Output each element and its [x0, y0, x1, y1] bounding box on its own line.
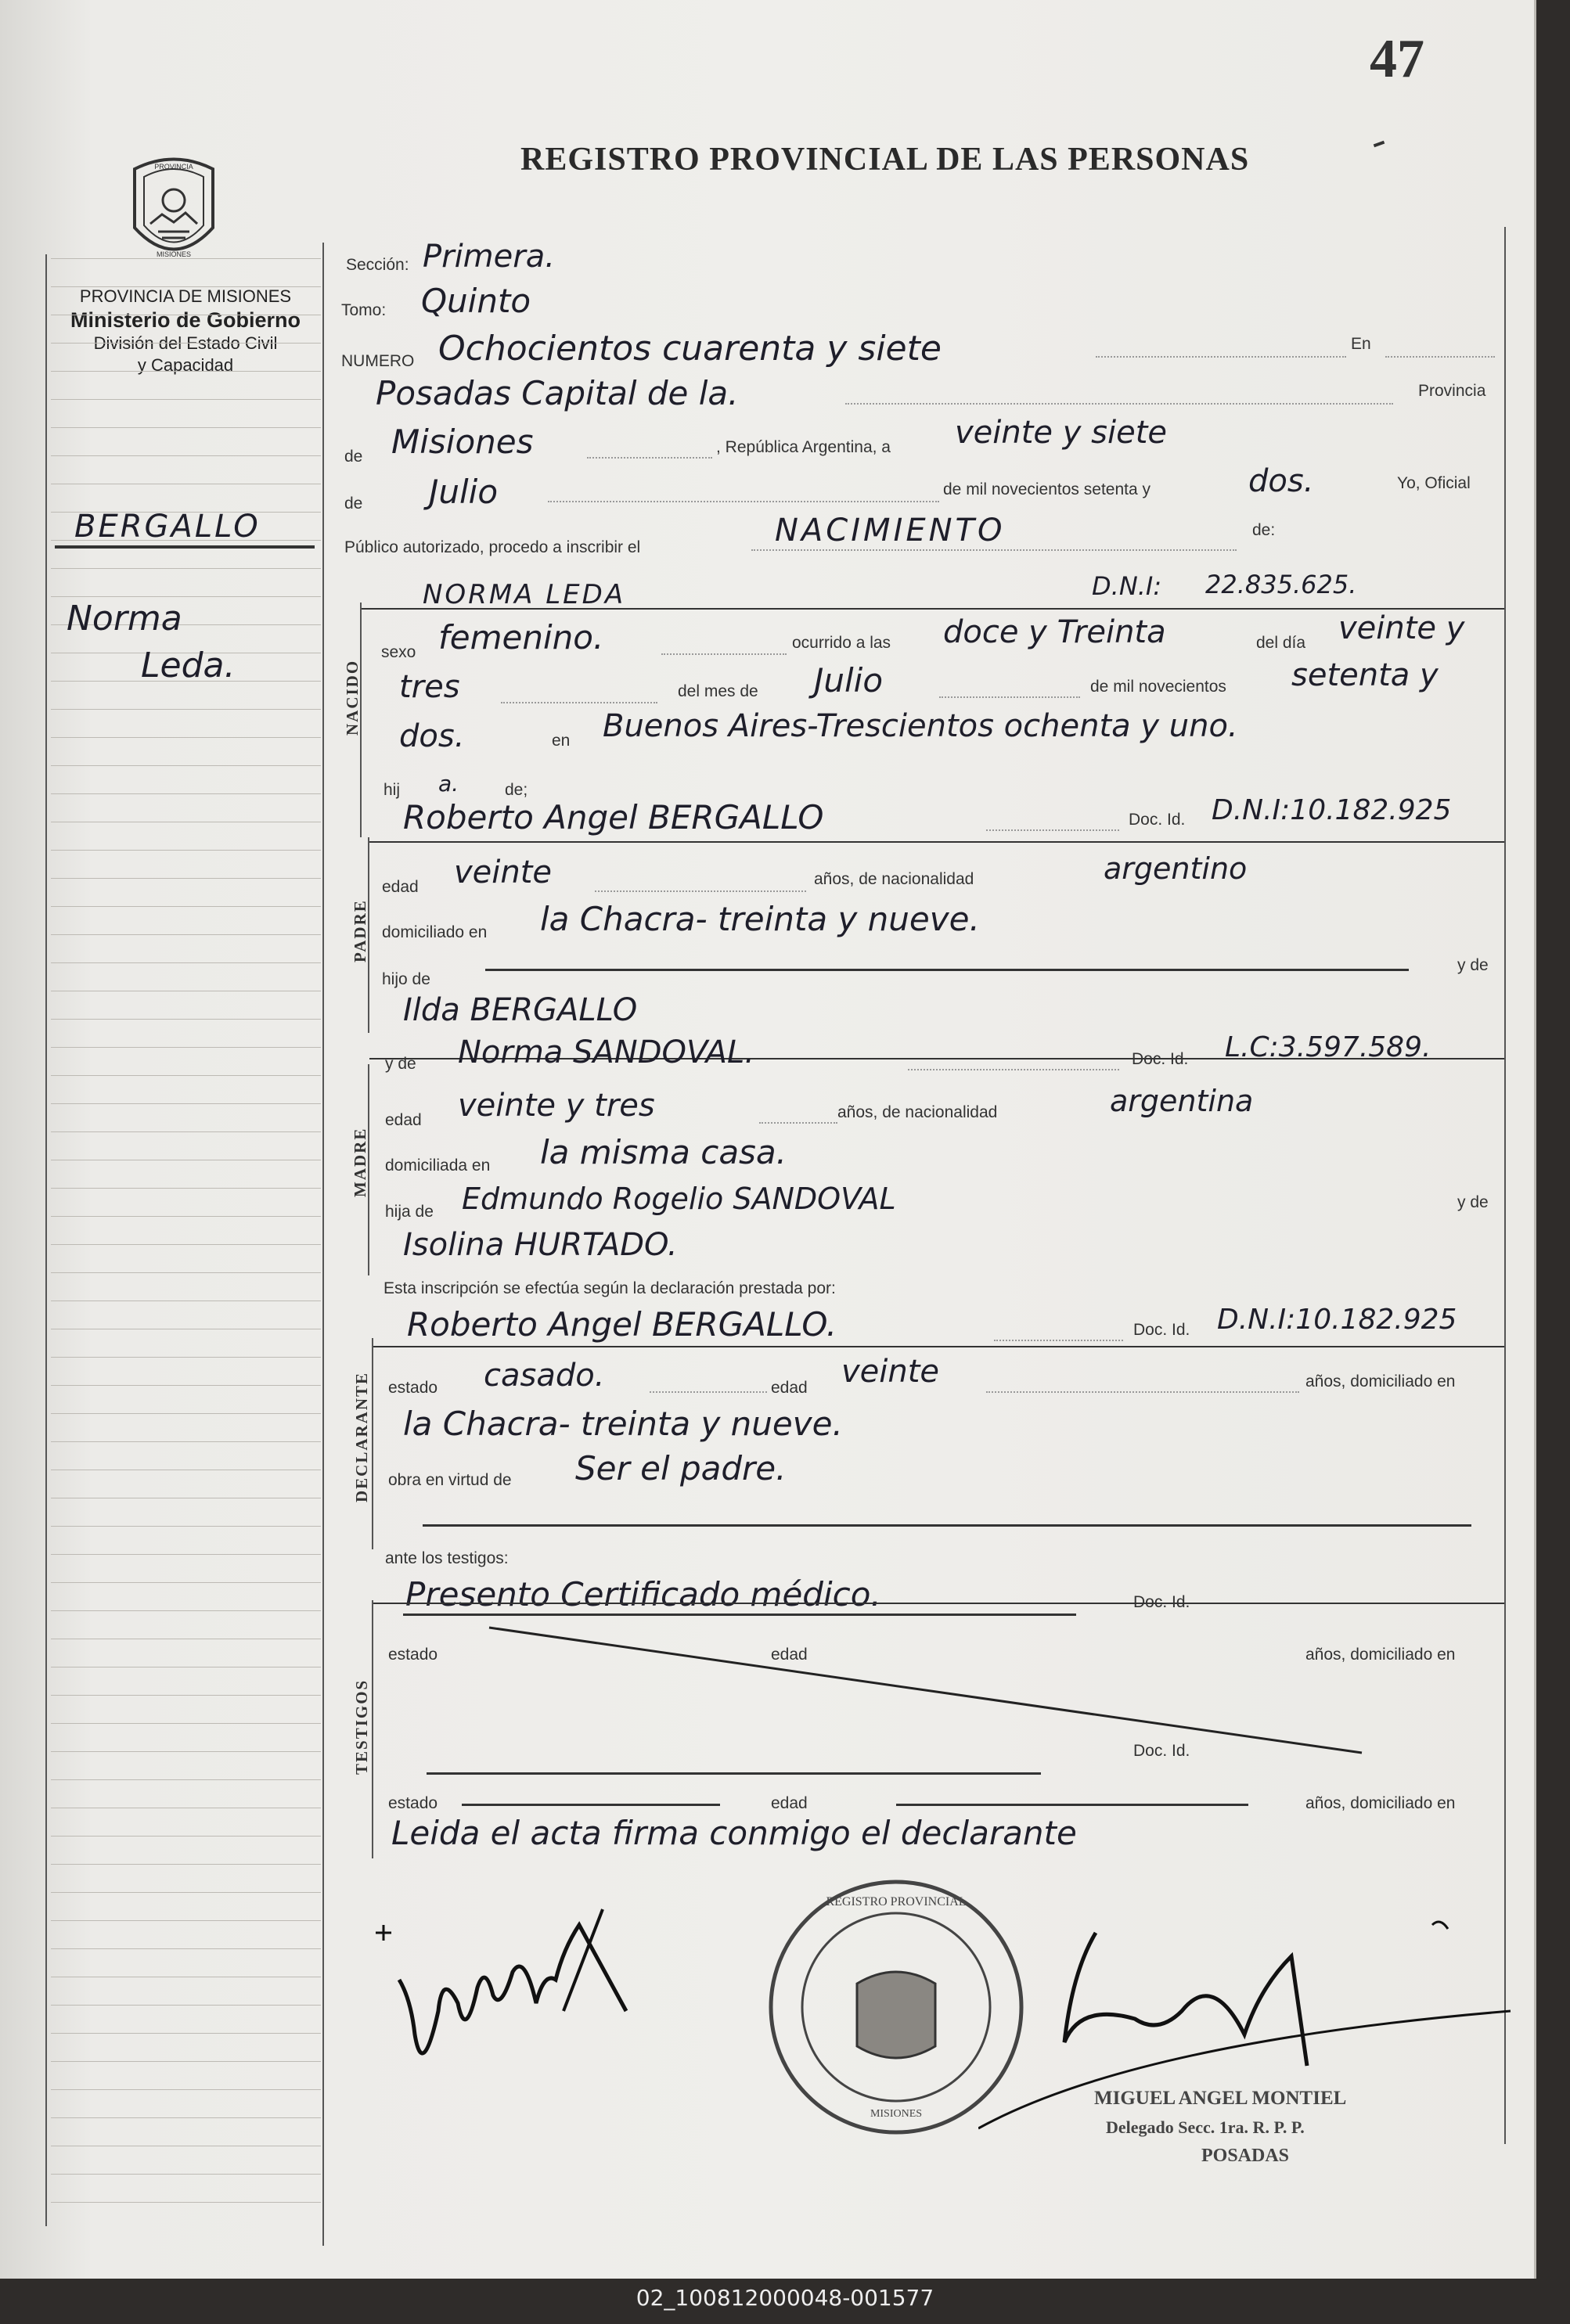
- padre-nac-label: años, de nacionalidad: [814, 870, 974, 888]
- seccion-label: Sección:: [346, 256, 409, 274]
- de-mil-novecientos-label: de mil novecientos: [1090, 678, 1226, 696]
- dotted-line: [595, 890, 806, 892]
- mes-value: Julio: [814, 661, 884, 700]
- page-number: 47: [1370, 29, 1424, 89]
- left-column-rule: [51, 568, 321, 569]
- decl-dom-value: la Chacra- treinta y nueve.: [403, 1405, 843, 1443]
- dotted-line: [986, 829, 1119, 831]
- left-column-rule: [51, 1244, 321, 1245]
- left-column-rule: [51, 1582, 321, 1583]
- svg-text:MISIONES: MISIONES: [156, 250, 192, 258]
- sexo-label: sexo: [381, 643, 416, 661]
- ante-testigos-label: ante los testigos:: [385, 1549, 509, 1567]
- ministry-label: Ministerio de Gobierno: [70, 308, 301, 332]
- left-column-rule: [51, 1385, 321, 1386]
- en-label-2: en: [552, 732, 571, 750]
- tomo-label: Tomo:: [341, 301, 387, 319]
- left-column-rule: [51, 2174, 321, 2175]
- rule: [896, 1804, 1248, 1806]
- hij-label: hij: [383, 781, 401, 799]
- left-column-rule: [51, 258, 321, 259]
- dotted-line: [548, 501, 939, 502]
- padre-edad-value: veinte: [454, 854, 553, 890]
- dotted-line: [908, 1069, 1119, 1070]
- madre-doc-label: Doc. Id.: [1132, 1050, 1189, 1068]
- decl-nombre-value: Roberto Angel BERGALLO.: [407, 1305, 837, 1344]
- left-column-rule: [51, 1836, 321, 1837]
- yo-oficial-label: Yo, Oficial: [1397, 474, 1471, 492]
- padre-edad-label: edad: [382, 878, 419, 896]
- dotted-line: [650, 1391, 767, 1393]
- official-role: Delegado Secc. 1ra. R. P. P.: [1106, 2117, 1305, 2137]
- left-column-rule: [51, 455, 321, 456]
- decl-obra-label: obra en virtud de: [388, 1471, 512, 1489]
- dotted-line: [994, 1340, 1123, 1341]
- dotted-line: [661, 653, 787, 655]
- madre-nac-value: argentina: [1110, 1084, 1254, 1118]
- madre-padre-value: Edmundo Rogelio SANDOVAL: [462, 1182, 896, 1216]
- left-column-rule: [51, 596, 321, 597]
- decl-estado-value: casado.: [484, 1358, 605, 1394]
- svg-text:PROVINCIA: PROVINCIA: [154, 163, 193, 171]
- nombre-dni-value: 22.835.625.: [1205, 570, 1357, 599]
- madre-dom-label: domiciliada en: [385, 1157, 491, 1175]
- de-label: de: [344, 448, 363, 466]
- left-column-rule: [51, 1188, 321, 1189]
- lugar-value: Posadas Capital de la.: [376, 374, 739, 412]
- padre-dom-label: domiciliado en: [382, 923, 488, 941]
- padre-nombre-value: Roberto Angel BERGALLO: [403, 798, 824, 836]
- left-column-rule: [51, 286, 321, 287]
- svg-text:REGISTRO PROVINCIAL: REGISTRO PROVINCIAL: [826, 1895, 967, 1908]
- madre-hija-de-label: hija de: [385, 1203, 434, 1221]
- dotted-line: [845, 403, 1393, 405]
- hora-value: doce y Treinta: [943, 614, 1166, 650]
- left-column-rule: [51, 2033, 321, 2034]
- padre-y-de-label: y de: [1457, 956, 1489, 974]
- provincia-value: Misiones: [391, 423, 534, 461]
- left-column-rule: [51, 399, 321, 400]
- madre-edad-value: veinte y tres: [458, 1088, 655, 1124]
- division-label-2: y Capacidad: [137, 355, 234, 375]
- nacido-section-label: NACIDO: [343, 659, 362, 736]
- republica-label: , República Argentina, a: [716, 438, 891, 456]
- tomo-value: Quinto: [421, 282, 531, 320]
- official-name: MIGUEL ANGEL MONTIEL: [1094, 2088, 1347, 2109]
- fecha-mes-value: Julio: [429, 473, 499, 511]
- padre-doc-label: Doc. Id.: [1129, 811, 1186, 829]
- left-column-rule: [51, 1695, 321, 1696]
- testigos-border: [372, 1600, 373, 1858]
- del-mes-label: del mes de: [678, 682, 758, 700]
- left-column-rule: [51, 1610, 321, 1611]
- left-column-rule: [51, 2005, 321, 2006]
- left-column-rule: [51, 1948, 321, 1949]
- esta-inscripcion-label: Esta inscripción se efectúa según la declaración prestada por:: [383, 1279, 836, 1297]
- left-column-rule: [51, 1216, 321, 1217]
- del-dia-label: del día: [1256, 634, 1306, 652]
- left-column-rule: [51, 765, 321, 766]
- padre-dom-value: la Chacra- treinta y nueve.: [540, 900, 980, 938]
- left-column-rule: [51, 1779, 321, 1780]
- left-column-rule: [51, 1751, 321, 1752]
- decl-estado-label: estado: [388, 1379, 438, 1397]
- corner-mark: [1374, 141, 1385, 148]
- nombre-value: NORMA LEDA: [423, 579, 626, 610]
- left-column-rule: [51, 737, 321, 738]
- madre-nac-label: años, de nacionalidad: [837, 1103, 998, 1121]
- declarante-border: [372, 1338, 373, 1549]
- dotted-line: [751, 549, 1237, 551]
- left-column-rule: [51, 1920, 321, 1921]
- leida-value: Leida el acta firma conmigo el declarante: [391, 1814, 1077, 1852]
- left-column-rule: [51, 427, 321, 428]
- left-column-rule: [51, 1413, 321, 1414]
- margin-surname: BERGALLO: [74, 509, 261, 545]
- testigos-section-label: TESTIGOS: [352, 1678, 371, 1775]
- testigos-cancel-line: [470, 1620, 1370, 1776]
- decl-edad-value: veinte: [841, 1354, 940, 1390]
- left-column-rule: [51, 1103, 321, 1104]
- left-column-rule: [51, 878, 321, 879]
- dotted-line: [587, 457, 712, 459]
- surname-underline: [55, 545, 315, 549]
- dotted-line: [759, 1122, 837, 1124]
- testigo1-edad-label: edad: [771, 1646, 808, 1664]
- padre-nac-value: argentino: [1104, 851, 1248, 886]
- fecha-anio-value: dos.: [1248, 463, 1314, 499]
- padre-section-label: PADRE: [351, 899, 369, 962]
- register-heading: REGISTRO PROVINCIAL DE LAS PERSONAS: [520, 142, 1250, 178]
- left-column-rule: [51, 1526, 321, 1527]
- province-label: PROVINCIA DE MISIONES: [79, 286, 292, 306]
- division-label: División del Estado Civil: [93, 333, 278, 353]
- rule: [373, 1346, 1504, 1347]
- lugar-nac-value: Buenos Aires-Trescientos ochenta y uno.: [603, 708, 1238, 744]
- nombre-dni-label: D.N.I:: [1092, 571, 1162, 601]
- madre-nombre-value: Norma SANDOVAL.: [458, 1034, 755, 1070]
- svg-text:MISIONES: MISIONES: [870, 2108, 923, 2120]
- hij-value: a.: [438, 771, 459, 797]
- rule: [462, 1804, 720, 1806]
- dotted-line: [939, 696, 1080, 698]
- margin-given-name-1: Norma: [67, 599, 182, 639]
- testigo2-edad-label: edad: [771, 1794, 808, 1812]
- madre-doc-value: L.C:3.597.589.: [1225, 1031, 1431, 1063]
- left-column-rule: [51, 1441, 321, 1442]
- dotted-line: [1385, 356, 1495, 358]
- rule: [369, 841, 1504, 843]
- decl-obra-value: Ser el padre.: [575, 1449, 787, 1488]
- madre-dom-value: la misma casa.: [540, 1133, 787, 1171]
- rule: [373, 1603, 1504, 1604]
- de-colon-label: de:: [1252, 521, 1276, 539]
- left-column-rule: [51, 1075, 321, 1076]
- left-column-rule: [51, 1019, 321, 1020]
- sexo-value: femenino.: [438, 618, 604, 657]
- declarante-section-label: DECLARANTE: [352, 1371, 371, 1502]
- testigos-value: Presento Certificado médico.: [405, 1575, 881, 1613]
- de-label-2: de: [344, 495, 363, 513]
- left-column-rule: [51, 1047, 321, 1048]
- madre-y-de-label: y de: [385, 1055, 416, 1073]
- numero-value: Ochocientos cuarenta y siete: [438, 329, 942, 369]
- testigo2-anios-label: años, domiciliado en: [1305, 1794, 1456, 1812]
- numero-label: NUMERO: [341, 352, 415, 370]
- margin-given-name-2: Leda.: [141, 646, 236, 685]
- decl-doc-label: Doc. Id.: [1133, 1321, 1190, 1339]
- left-column-rule: [51, 1892, 321, 1893]
- left-column-rule: [51, 1723, 321, 1724]
- fecha-dia-value: veinte y siete: [955, 415, 1167, 451]
- decl-strike: [423, 1524, 1471, 1527]
- de-mil-label: de mil novecientos setenta y: [943, 480, 1150, 498]
- left-column-rule: [51, 2117, 321, 2118]
- province-crest-icon: [127, 153, 221, 272]
- padre-hijo-de-label: hijo de: [382, 970, 430, 988]
- dotted-line: [501, 702, 657, 703]
- padre-doc-value: D.N.I:10.182.925: [1212, 794, 1452, 826]
- left-column-rule: [51, 1272, 321, 1273]
- left-column-rule: [51, 906, 321, 907]
- decl-anios-label: años, domiciliado en: [1305, 1372, 1456, 1390]
- left-column-rule: [51, 2061, 321, 2062]
- left-column-rule: [51, 2202, 321, 2203]
- left-column-rule: [51, 2089, 321, 2090]
- publico-label: Público autorizado, procedo a inscribir el: [344, 538, 641, 556]
- madre-edad-label: edad: [385, 1111, 422, 1129]
- ocurrido-label: ocurrido a las: [792, 634, 891, 652]
- testigo2-estado-label: estado: [388, 1794, 438, 1812]
- de-semicolon-label: de;: [505, 781, 528, 799]
- padre-father-strike: [485, 969, 1409, 971]
- right-border: [1504, 227, 1506, 2144]
- left-column-rule: [51, 962, 321, 963]
- dia-value: veinte y: [1338, 610, 1465, 646]
- decl-edad-label: edad: [771, 1379, 808, 1397]
- padre-madre-value: Ilda BERGALLO: [403, 992, 638, 1028]
- official-place: POSADAS: [1201, 2146, 1290, 2166]
- left-column-rule: [51, 1554, 321, 1555]
- testigo1-anios-label: años, domiciliado en: [1305, 1646, 1456, 1664]
- seccion-value: Primera.: [423, 239, 555, 275]
- left-column-rule: [51, 1131, 321, 1132]
- left-column-rule: [51, 934, 321, 935]
- left-column-border: [45, 254, 47, 2226]
- left-column-rule: [51, 371, 321, 372]
- decl-doc-value: D.N.I:10.182.925: [1217, 1304, 1457, 1336]
- testigo1-doc-label: Doc. Id.: [1133, 1593, 1190, 1611]
- en-label: En: [1351, 335, 1371, 353]
- left-column-rule: [51, 1864, 321, 1865]
- left-column-divider: [322, 243, 324, 2246]
- dotted-line: [1096, 356, 1346, 358]
- left-column-rule: [51, 1357, 321, 1358]
- left-column-rule: [51, 709, 321, 710]
- dotted-line: [986, 1391, 1299, 1393]
- tipo-value: NACIMIENTO: [775, 513, 1006, 549]
- province-block: [49, 286, 322, 376]
- provincia-label: Provincia: [1418, 382, 1486, 400]
- left-column-rule: [51, 793, 321, 794]
- dia-value-2: tres: [399, 669, 460, 705]
- scan-reference: 02_100812000048-001577: [636, 2285, 934, 2311]
- declarant-signature: [368, 1878, 665, 2113]
- rule: [403, 1613, 1076, 1616]
- madre-y-de-label-2: y de: [1457, 1193, 1489, 1211]
- anio-value-2: dos.: [399, 718, 465, 754]
- madre-madre-value: Isolina HURTADO.: [403, 1227, 678, 1263]
- left-column-rule: [51, 343, 321, 344]
- testigo2-doc-label: Doc. Id.: [1133, 1742, 1190, 1760]
- testigo1-estado-label: estado: [388, 1646, 438, 1664]
- madre-section-label: MADRE: [351, 1127, 369, 1197]
- anio-value: setenta y: [1291, 657, 1439, 693]
- left-column-rule: [51, 850, 321, 851]
